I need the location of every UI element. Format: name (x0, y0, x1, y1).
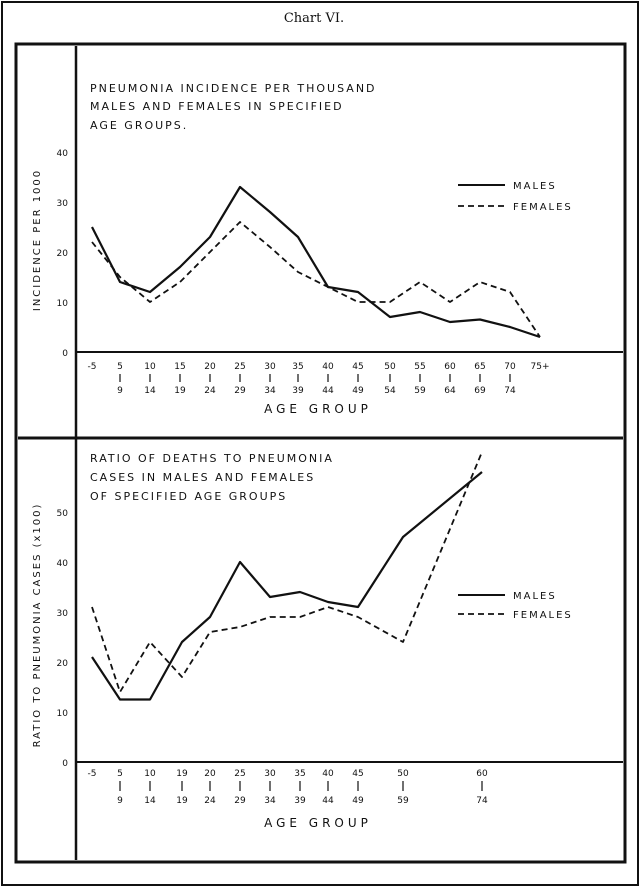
y-tick-label: 10 (56, 299, 68, 309)
x-tick-label: 74 (504, 386, 516, 396)
x-tick-label: 25 (234, 769, 246, 779)
x-tick-label: 9 (117, 386, 123, 396)
chart-incidence (32, 82, 623, 416)
series-lines (92, 187, 540, 337)
y-axis-label: RATIO TO PNEUMONIA CASES (x100) (32, 502, 43, 748)
y-tick-label: 50 (56, 509, 68, 519)
x-tick-label: 29 (234, 796, 246, 806)
x-tick-label: 9 (117, 796, 123, 806)
y-tick-label: 0 (62, 759, 68, 769)
x-tick-label: 34 (264, 386, 276, 396)
chart-title-line: RATIO OF DEATHS TO PNEUMONIA (90, 452, 334, 465)
x-tick-label: 70 (504, 362, 516, 372)
x-tick-label: -5 (87, 769, 97, 779)
x-axis-label: AGE GROUP (264, 402, 372, 416)
chart-title-line: AGE GROUPS. (90, 119, 189, 132)
legend (458, 181, 573, 213)
x-tick-label: 10 (144, 769, 156, 779)
y-tick-label: 10 (56, 709, 68, 719)
x-tick-label: 35 (292, 362, 304, 372)
series-line-males (92, 472, 482, 700)
x-tick-label: 60 (476, 769, 488, 779)
y-tick-labels (57, 509, 69, 769)
x-tick-label: 40 (322, 769, 334, 779)
x-tick-label: 10 (144, 362, 156, 372)
outer-frame (2, 2, 638, 885)
legend-label-females: FEMALES (513, 610, 573, 621)
y-axis-label: INCIDENCE PER 1000 (32, 168, 43, 312)
x-tick-label: 55 (414, 362, 426, 372)
x-tick-label: 69 (474, 386, 486, 396)
page-title: Chart VI. (283, 11, 345, 26)
x-tick-label: 15 (174, 362, 186, 372)
x-tick-label: 44 (322, 386, 334, 396)
y-tick-label: 40 (56, 149, 68, 159)
x-tick-label: 45 (352, 362, 364, 372)
x-tick-label: 25 (234, 362, 246, 372)
x-tick-label: 49 (352, 386, 364, 396)
x-tick-labels (88, 769, 488, 806)
legend-label-females: FEMALES (513, 202, 573, 213)
chart-title-line: PNEUMONIA INCIDENCE PER THOUSAND (90, 82, 377, 95)
x-tick-label: 60 (444, 362, 456, 372)
x-axis-label: AGE GROUP (264, 816, 372, 830)
x-tick-label: 19 (174, 386, 186, 396)
y-tick-label: 20 (56, 659, 68, 669)
legend (458, 591, 573, 621)
x-tick-label: 54 (384, 386, 396, 396)
x-tick-label: 20 (204, 769, 216, 779)
legend-label-males: MALES (513, 591, 557, 602)
x-tick-labels (88, 362, 550, 396)
x-tick-label: 74 (476, 796, 488, 806)
x-tick-label: 50 (397, 769, 409, 779)
y-tick-label: 20 (56, 249, 68, 259)
y-tick-label: 0 (62, 349, 68, 359)
x-tick-label: 35 (294, 769, 306, 779)
x-tick-label: 64 (444, 386, 456, 396)
x-tick-label: 34 (264, 796, 276, 806)
chart-title-line: MALES AND FEMALES IN SPECIFIED (90, 100, 344, 113)
x-tick-label: 45 (352, 769, 364, 779)
x-tick-label: 49 (352, 796, 364, 806)
x-tick-label: 50 (384, 362, 396, 372)
x-tick-label: 40 (322, 362, 334, 372)
chart-title-line: CASES IN MALES AND FEMALES (90, 471, 316, 484)
x-tick-label: 14 (144, 386, 156, 396)
x-tick-label: 44 (322, 796, 334, 806)
series-line-females (92, 452, 482, 692)
x-tick-label: 24 (204, 386, 216, 396)
x-tick-label: 75+ (530, 362, 550, 372)
y-tick-label: 30 (56, 609, 68, 619)
y-tick-label: 40 (56, 559, 68, 569)
series-line-males (92, 187, 540, 337)
x-tick-label: 20 (204, 362, 216, 372)
x-tick-label: 29 (234, 386, 246, 396)
y-tick-label: 30 (56, 199, 68, 209)
legend-label-males: MALES (513, 181, 557, 192)
x-tick-label: 59 (397, 796, 409, 806)
x-tick-label: 39 (292, 386, 304, 396)
x-tick-label: 14 (144, 796, 156, 806)
y-tick-labels (57, 149, 69, 359)
x-tick-label: -5 (87, 362, 97, 372)
x-tick-label: 24 (204, 796, 216, 806)
x-tick-label: 19 (176, 796, 188, 806)
x-tick-label: 59 (414, 386, 426, 396)
x-tick-label: 19 (176, 769, 188, 779)
chart-title-line: OF SPECIFIED AGE GROUPS (90, 490, 288, 503)
chart-death-ratio (32, 452, 623, 830)
x-tick-label: 30 (264, 769, 276, 779)
x-tick-label: 65 (474, 362, 486, 372)
x-tick-label: 39 (294, 796, 306, 806)
x-tick-label: 5 (117, 362, 123, 372)
x-tick-label: 30 (264, 362, 276, 372)
x-tick-label: 5 (117, 769, 123, 779)
